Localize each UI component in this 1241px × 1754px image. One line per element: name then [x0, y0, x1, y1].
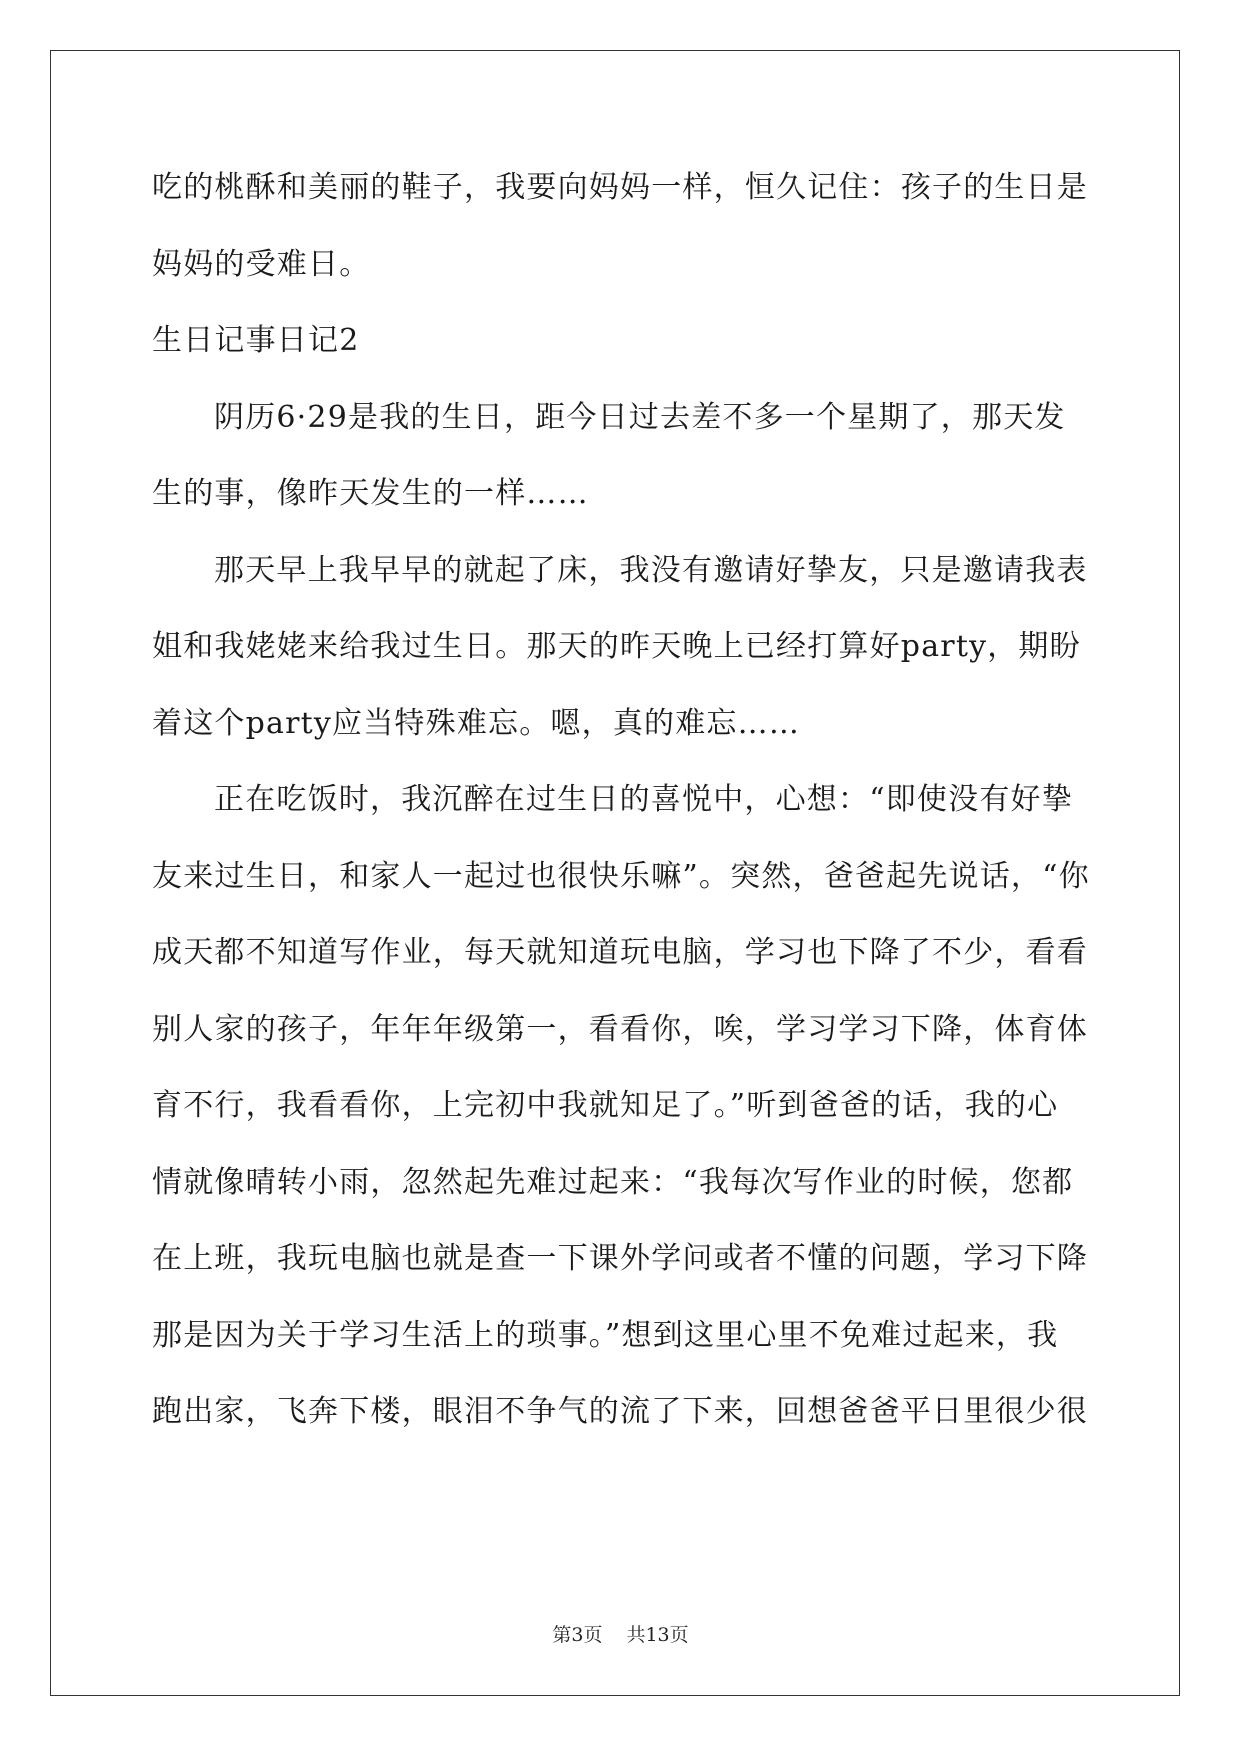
text-line: 生的事，像昨天发生的一样…… — [152, 476, 589, 511]
page-footer — [0, 1623, 1241, 1647]
text-line: 跑出家，飞奔下楼，眼泪不争气的流了下来，回想爸爸平日里很少很 — [152, 1394, 1088, 1429]
section-heading: 生日记事日记2 — [152, 323, 360, 358]
text-line: 着这个party应当特殊难忘。嗯，真的难忘…… — [152, 705, 801, 741]
text-line: 吃的桃酥和美丽的鞋子，我要向妈妈一样，恒久记住：孩子的生日是 — [152, 170, 1088, 205]
text-line: 别人家的孩子，年年年级第一，看看你，唉，学习学习下降，体育体 — [152, 1011, 1088, 1047]
paragraph-start-line: 正在吃饭时，我沉醉在过生日的喜悦中，心想：“即使没有好挚 — [214, 782, 1073, 817]
text-line: 妈妈的受难日。 — [152, 246, 371, 282]
text-line: 在上班，我玩电脑也就是查一下课外学问或者不懂的问题，学习下降 — [152, 1241, 1088, 1276]
text-line: 友来过生日，和家人一起过也很快乐嘛”。突然，爸爸起先说话，“你 — [152, 858, 1090, 894]
page-number: 第3页 — [552, 1624, 603, 1646]
text-line: 姐和我姥姥来给我过生日。那天的昨天晚上已经打算好party，期盼 — [152, 629, 1081, 664]
paragraph-start-line: 阴历6·29是我的生日，距今日过去差不多一个星期了，那天发 — [214, 399, 1066, 435]
text-line: 那是因为关于学习生活上的琐事。”想到这里心里不免难过起来，我 — [152, 1317, 1059, 1353]
paragraph-start-line: 那天早上我早早的就起了床，我没有邀请好挚友，只是邀请我表 — [214, 552, 1088, 588]
text-line: 育不行，我看看你，上完初中我就知足了。”听到爸爸的话，我的心 — [152, 1088, 1059, 1123]
text-line: 情就像晴转小雨，忽然起先难过起来：“我每次写作业的时候，您都 — [152, 1164, 1074, 1200]
text-line: 成天都不知道写作业，每天就知道玩电脑，学习也下降了不少，看看 — [152, 935, 1088, 970]
document-body — [152, 163, 1092, 1464]
page-total: 共13页 — [626, 1624, 689, 1646]
